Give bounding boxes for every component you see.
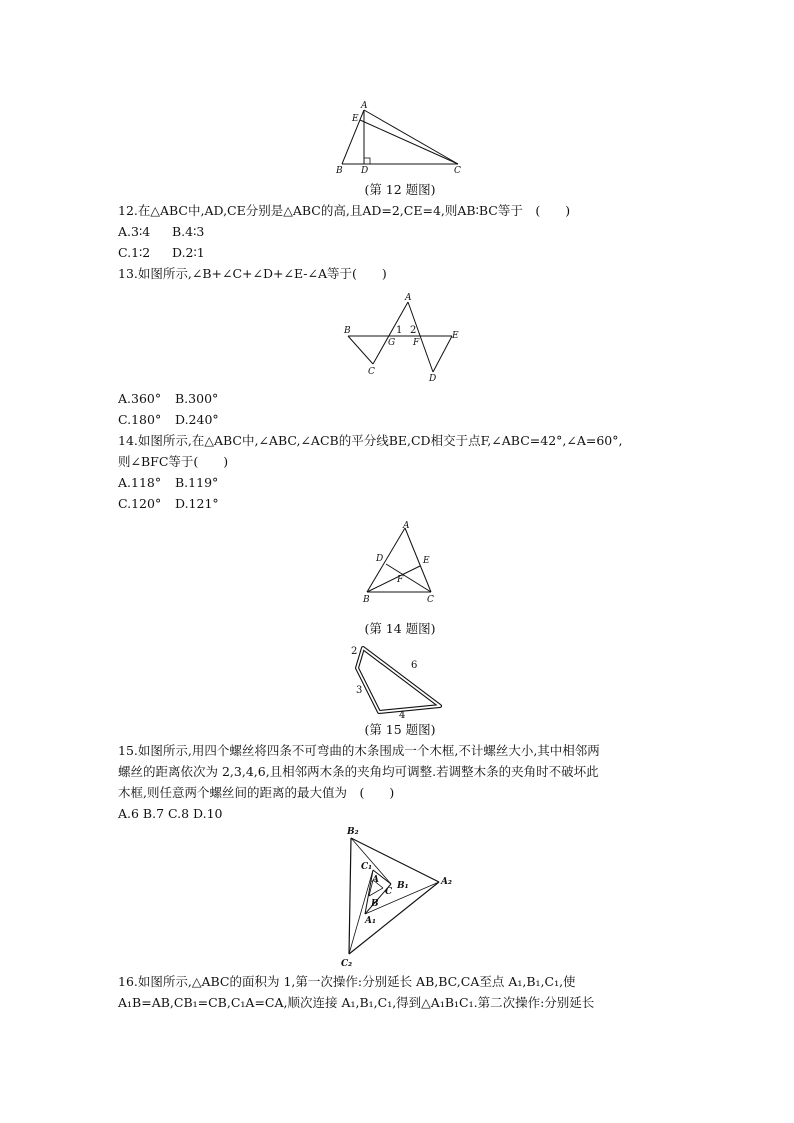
fig12-label-d: D — [361, 166, 369, 176]
fig15-caption: (第 15 题图) — [364, 722, 436, 737]
fig12-label-b: B — [336, 166, 343, 176]
fig16-label-a1: A₁ — [365, 916, 376, 926]
q14-option-c: C.120° — [118, 496, 162, 511]
fig14-label-c: C — [427, 595, 434, 605]
fig16-label-a: A — [372, 875, 379, 885]
q14-stem-line1: 14.如图所示,在△ABC中,∠ABC,∠ACB的平分线BE,CD相交于点F,∠ABC=42°,∠A=60°, — [118, 433, 623, 448]
fig13-label-b: B — [344, 326, 351, 336]
figure-14 — [355, 520, 445, 610]
fig12-label-a: A — [361, 101, 368, 111]
q13-option-c: C.180° — [118, 412, 162, 427]
q12-option-b: B.4∶3 — [172, 224, 205, 239]
fig13-label-e: E — [452, 331, 459, 341]
fig13-label-c: C — [368, 367, 375, 377]
q13-option-d: D.240° — [175, 412, 219, 427]
q13-stem: 13.如图所示,∠B+∠C+∠D+∠E-∠A等于( ) — [118, 266, 387, 281]
fig16-label-c1: C₁ — [361, 862, 373, 872]
figure-15 — [345, 638, 455, 722]
fig13-label-d: D — [429, 374, 437, 384]
fig14-label-d: D — [376, 554, 384, 564]
q14-option-b: B.119° — [175, 475, 219, 490]
q13-option-a: A.360° — [118, 391, 162, 406]
q14-stem-line2: 则∠BFC等于( ) — [118, 454, 229, 469]
fig12-caption: (第 12 题图) — [364, 182, 436, 197]
fig14-label-f: F — [397, 575, 404, 585]
q13-option-b: B.300° — [175, 391, 219, 406]
q14-option-d: D.121° — [175, 496, 219, 511]
fig13-label-a: A — [405, 293, 412, 303]
fig13-label-2: 2 — [410, 325, 417, 336]
fig14-label-a: A — [403, 521, 410, 531]
q15-options: A.6 B.7 C.8 D.10 — [118, 806, 223, 821]
figure-13 — [340, 292, 470, 384]
q15-line2: 螺丝的距离依次为 2,3,4,6,且相邻两木条的夹角均可调整.若调整木条的夹角时不破坏此 — [118, 764, 599, 779]
fig16-label-b: B — [371, 899, 379, 909]
q14-option-a: A.118° — [118, 475, 162, 490]
fig16-label-c2: C₂ — [341, 959, 353, 969]
fig16-label-b2: B₂ — [347, 827, 359, 837]
q16-line2: A₁B=AB,CB₁=CB,C₁A=CA,顺次连接 A₁,B₁,C₁,得到△A₁B₁C₁.第二次操作:分别延长 — [118, 995, 595, 1010]
fig15-side-6: 6 — [411, 660, 418, 671]
q12-option-a: A.3∶4 — [118, 224, 151, 239]
fig12-label-e: E — [352, 114, 359, 124]
fig15-side-3: 3 — [356, 685, 363, 696]
figure-12 — [330, 100, 470, 180]
q12-stem: 12.在△ABC中,AD,CE分别是△ABC的高,且AD=2,CE=4,则AB∶BC等于 ( ) — [118, 203, 571, 218]
q16-line1: 16.如图所示,△ABC的面积为 1,第一次操作:分别延长 AB,BC,CA至点 A₁,B₁,C₁,使 — [118, 974, 576, 989]
fig16-label-b1: B₁ — [397, 881, 409, 891]
fig14-caption: (第 14 题图) — [364, 621, 436, 636]
q12-option-d: D.2∶1 — [172, 245, 205, 260]
fig12-label-c: C — [454, 166, 461, 176]
fig15-side-4: 4 — [399, 710, 406, 721]
fig14-label-e: E — [423, 556, 430, 566]
fig16-label-c: C — [385, 887, 393, 897]
fig13-label-1: 1 — [396, 325, 403, 336]
fig16-label-a2: A₂ — [441, 877, 452, 887]
q15-line3: 木框,则任意两个螺丝间的距离的最大值为 ( ) — [118, 785, 395, 800]
fig15-side-2: 2 — [351, 646, 358, 657]
fig13-label-f: F — [413, 338, 420, 348]
figure-16 — [335, 822, 465, 970]
fig13-label-g: G — [388, 338, 396, 348]
q15-line1: 15.如图所示,用四个螺丝将四条不可弯曲的木条围成一个木框,不计螺丝大小,其中相邻两 — [118, 743, 600, 758]
q12-option-c: C.1∶2 — [118, 245, 151, 260]
fig14-label-b: B — [363, 595, 370, 605]
